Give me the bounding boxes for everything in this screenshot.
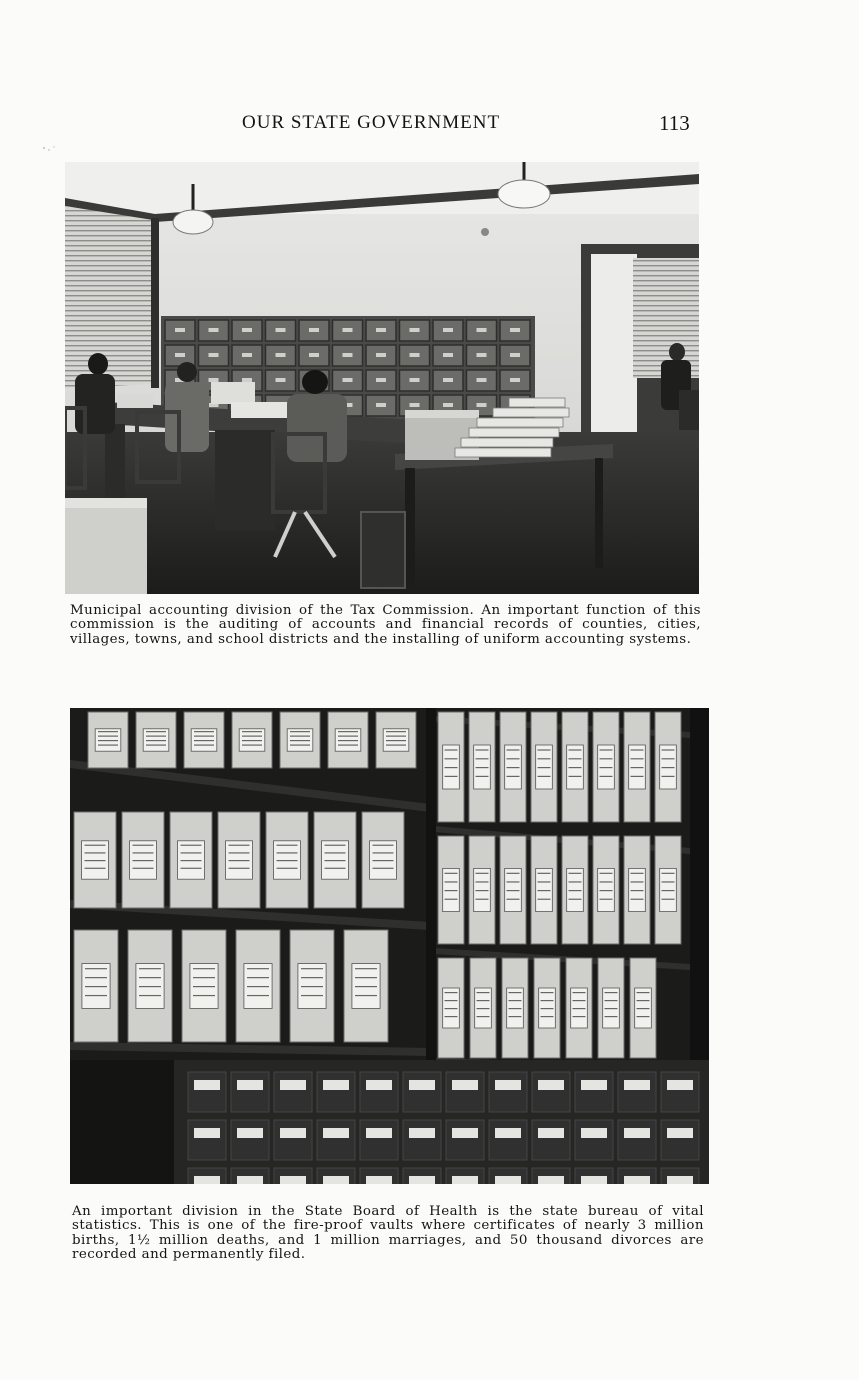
figure-caption-office: Municipal accounting division of the Tax Commission. An important function of this commission is the auditing of accounts and financial records of counties, cities, villages, towns, and school districts and the installing of uniform accounting systems. <box>70 603 701 647</box>
page-number: 113 <box>659 111 690 135</box>
office-photograph <box>65 162 699 594</box>
figure-caption-vault: An important division in the State Board of Health is the state bureau of vital statistics. This is one of the fire-proof vaults where certificates of nearly 3 million births, 1½ million deaths, and 1 million marriages, and 50 thousand divorces are recorded and permanently filed. <box>72 1204 704 1263</box>
running-head-title: OUR STATE GOVERNMENT <box>242 112 501 133</box>
scan-specks <box>40 144 60 154</box>
vault-photograph <box>70 708 709 1184</box>
